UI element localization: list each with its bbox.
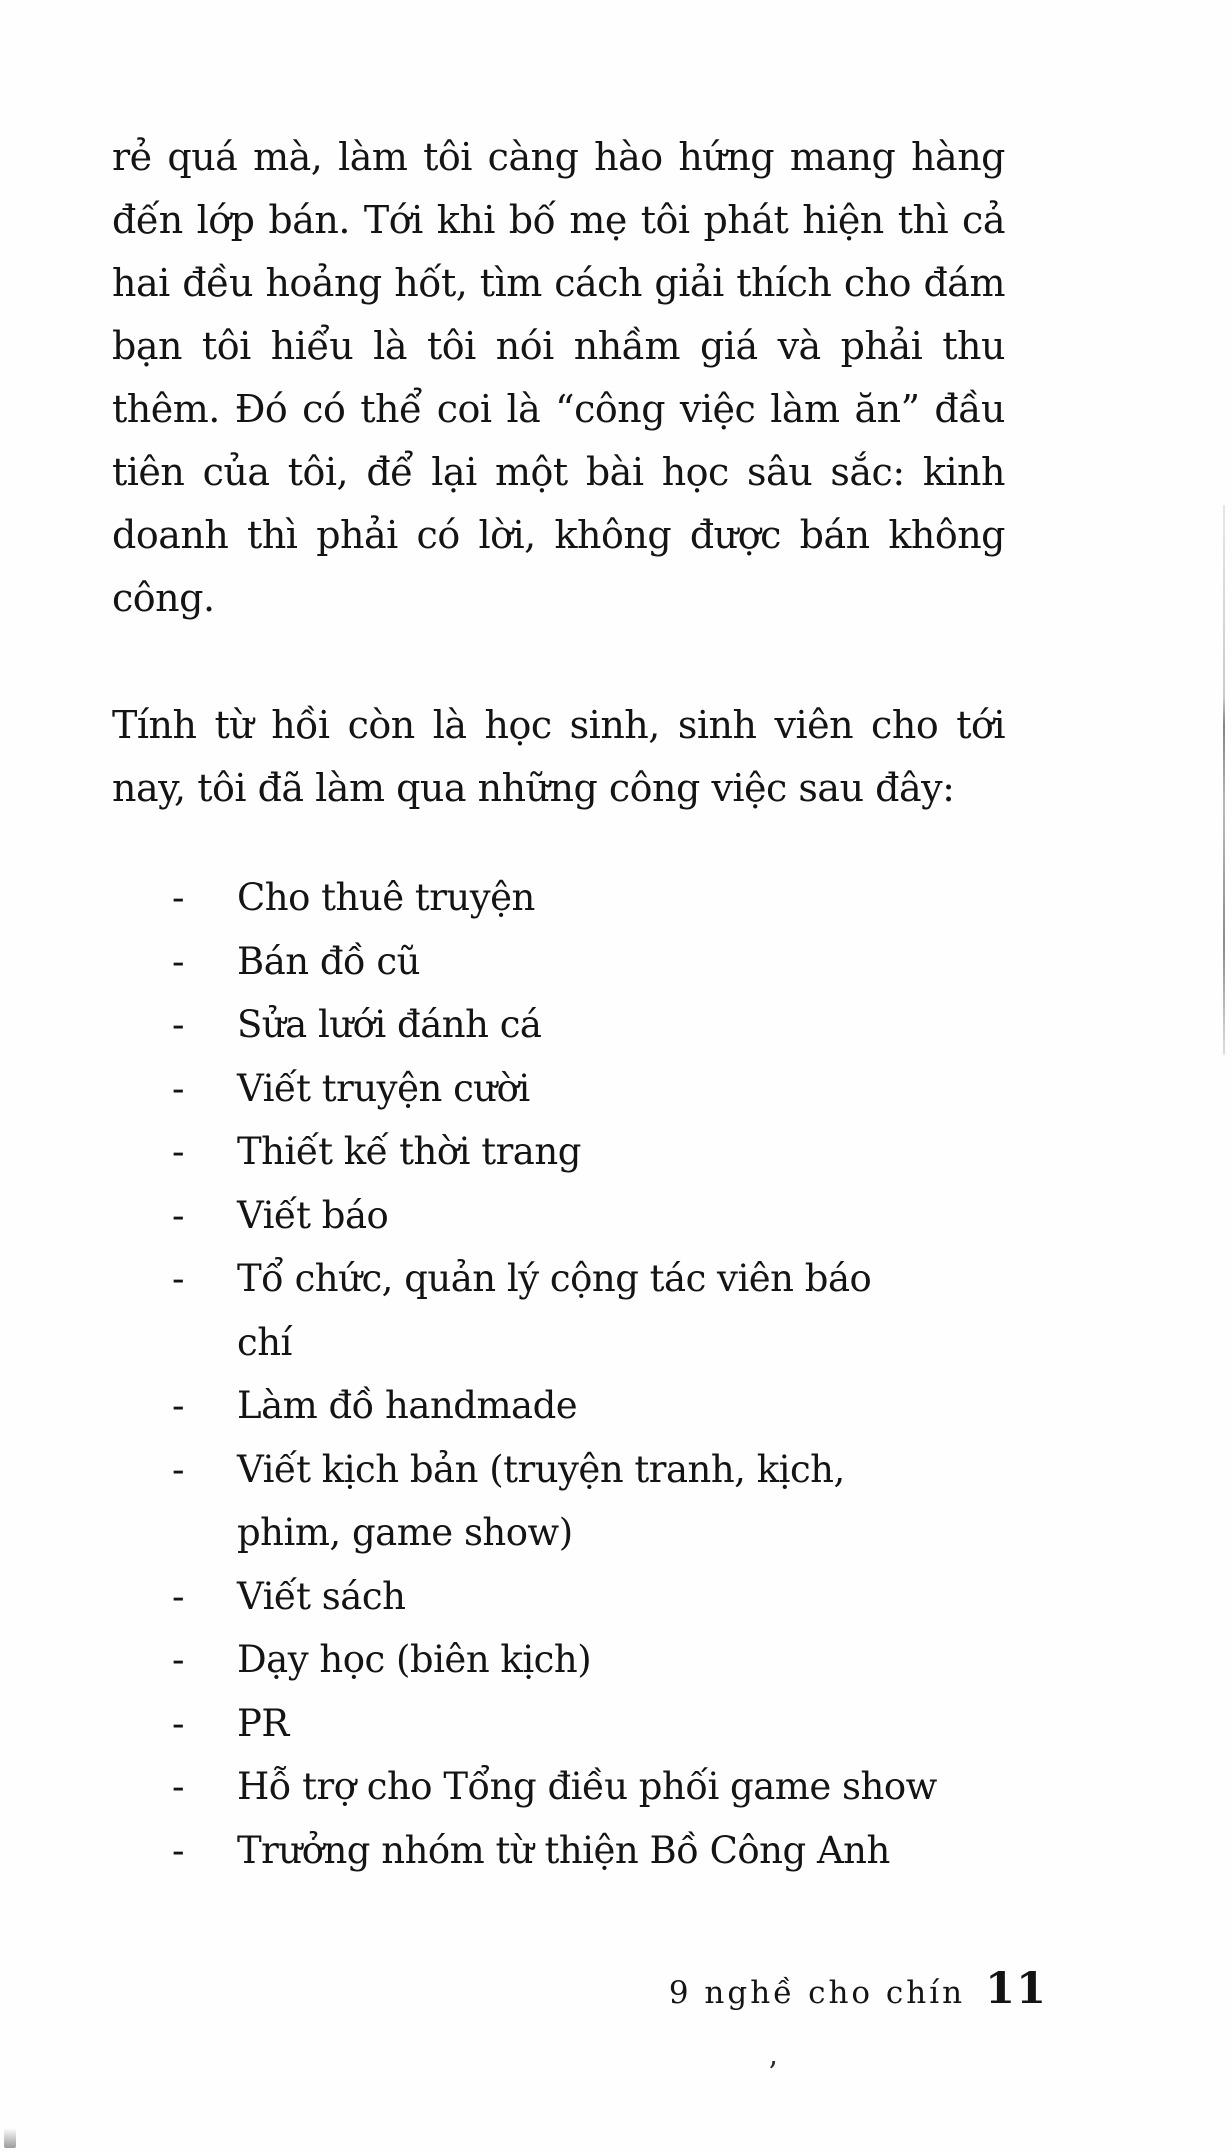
- list-item: [172, 1565, 1005, 1629]
- list-item: [172, 1628, 1005, 1692]
- running-title: 9 nghề cho chín: [668, 1975, 966, 2011]
- list-item: [172, 866, 1005, 930]
- list-item-label: Thiết kế thời trang: [237, 1130, 581, 1173]
- page-number: 11: [985, 1964, 1047, 2014]
- list-item-label: Tổ chức, quản lý cộng tác viên báo chí: [237, 1257, 872, 1364]
- paragraph-2: Tính từ hồi còn là học sinh, sinh viên cho tới nay, tôi đã làm qua những công việc sau đây:: [112, 703, 1005, 810]
- dash-bullet: -: [172, 1765, 185, 1808]
- dash-bullet: -: [172, 1066, 185, 1110]
- list-item-label: Viết truyện cười: [237, 1066, 530, 1110]
- list-item: [172, 930, 1005, 994]
- list-item: [172, 1755, 1005, 1819]
- dash-bullet: -: [172, 1574, 185, 1618]
- dash-bullet: -: [172, 939, 185, 983]
- list-item-label: Viết kịch bản (truyện tranh, kịch, phim, game show): [237, 1447, 845, 1554]
- dash-bullet: -: [172, 1193, 185, 1237]
- list-item-label: Trưởng nhóm từ thiện Bồ Công Anh: [237, 1828, 890, 1872]
- page-body: [112, 126, 1005, 1882]
- dash-bullet: -: [172, 1384, 185, 1427]
- list-item: [172, 1247, 1005, 1374]
- dash-bullet: -: [172, 1003, 185, 1046]
- dash-bullet: -: [172, 876, 185, 919]
- page-footer: [669, 1964, 1047, 2014]
- list-item: [172, 1692, 1005, 1756]
- scan-edge-artifact: [1223, 505, 1225, 1055]
- list-item: [172, 1057, 1005, 1121]
- dash-bullet: -: [172, 1257, 185, 1300]
- list-item-label: Hỗ trợ cho Tổng điều phối game show: [237, 1765, 937, 1808]
- dash-bullet: -: [172, 1130, 185, 1173]
- list-item-label: Viết sách: [237, 1574, 406, 1618]
- list-item: [172, 1184, 1005, 1248]
- list-item-label: PR: [237, 1701, 289, 1745]
- list-item-label: Dạy học (biên kịch): [237, 1638, 592, 1681]
- list-item: [172, 993, 1005, 1057]
- dash-bullet: -: [172, 1447, 185, 1491]
- dash-bullet: -: [172, 1701, 185, 1745]
- list-item-label: Viết báo: [237, 1193, 389, 1237]
- dash-bullet: -: [172, 1638, 185, 1681]
- list-item: [172, 1819, 1005, 1883]
- list-item-label: Sửa lưới đánh cá: [237, 1003, 542, 1046]
- paragraph-1: rẻ quá mà, làm tôi càng hào hứng mang hàng đến lớp bán. Tới khi bố mẹ tôi phát hiện thì cả hai đều hoảng hốt, tìm cách giải thích cho đám bạn tôi hiểu là tôi nói nhầm giá và phải thu thêm. Đó có thể coi là “công việc làm ăn” đầu tiên của tôi, để lại một bài học sâu sắc: kinh doanh thì phải có lời, không được bán không công.: [112, 135, 1005, 620]
- scan-speck-artifact: ’: [768, 2056, 778, 2091]
- list-item-label: Làm đồ handmade: [237, 1384, 578, 1427]
- scan-corner-artifact: [4, 2128, 16, 2148]
- list-item-label: Bán đồ cũ: [237, 939, 420, 983]
- dash-bullet: -: [172, 1828, 185, 1872]
- job-list: [112, 866, 1005, 1882]
- list-item: [172, 1120, 1005, 1184]
- list-item-label: Cho thuê truyện: [237, 876, 535, 919]
- list-item: [172, 1374, 1005, 1438]
- list-item: [172, 1438, 1005, 1565]
